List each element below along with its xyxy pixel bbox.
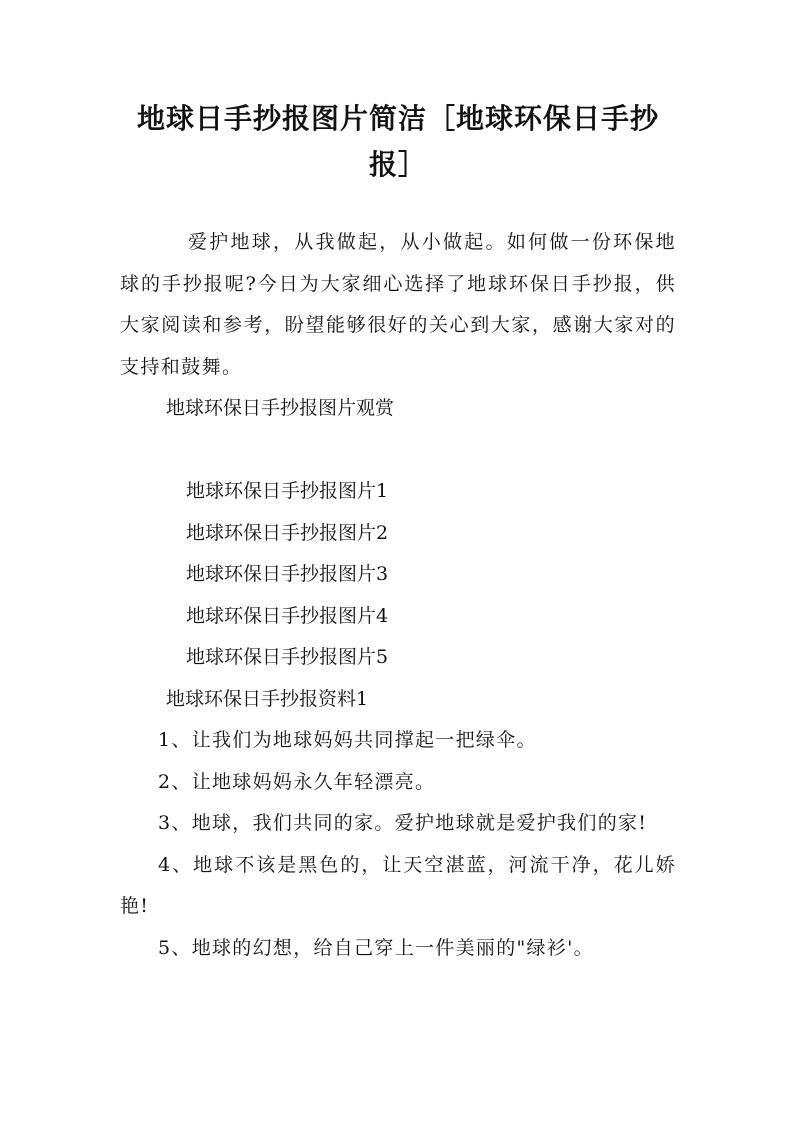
slogan-item-1: 1、让我们为地球妈妈共同撑起一把绿伞。 — [158, 729, 537, 751]
image-caption-1: 地球环保日手抄报图片1 — [186, 480, 389, 502]
intro-paragraph: 爱护地球，从我做起，从小做起。如何做一份环保地球的手抄报呢?今日为大家细心选择了地球环保日手抄报，供大家阅读和参考，盼望能够很好的关心到大家，感谢大家对的支持和鼓舞。 — [120, 231, 676, 378]
document-body — [120, 222, 676, 969]
slogan-item-4: 4、地球不该是黑色的，让天空湛蓝，河流干净，花儿娇艳! — [120, 853, 676, 917]
image-caption-3: 地球环保日手抄报图片3 — [186, 563, 389, 585]
image-caption-5: 地球环保日手抄报图片5 — [186, 646, 389, 668]
image-caption-2: 地球环保日手抄报图片2 — [186, 521, 389, 544]
material-heading: 地球环保日手抄报资料1 — [166, 687, 369, 710]
slogan-item-5: 5、地球的幻想，给自己穿上一件美丽的"绿衫'。 — [158, 936, 594, 959]
image-caption-4: 地球环保日手抄报图片4 — [186, 604, 389, 627]
gallery-heading: 地球环保日手抄报图片观赏 — [166, 397, 395, 419]
document-title: 地球日手抄报图片简洁［地球环保日手抄报］ — [136, 102, 659, 181]
slogan-item-2: 2、让地球妈妈永久年轻漂亮。 — [158, 770, 436, 793]
blank-line — [120, 430, 676, 472]
slogan-item-3: 3、地球，我们共同的家。爱护地球就是爱护我们的家! — [158, 812, 648, 834]
